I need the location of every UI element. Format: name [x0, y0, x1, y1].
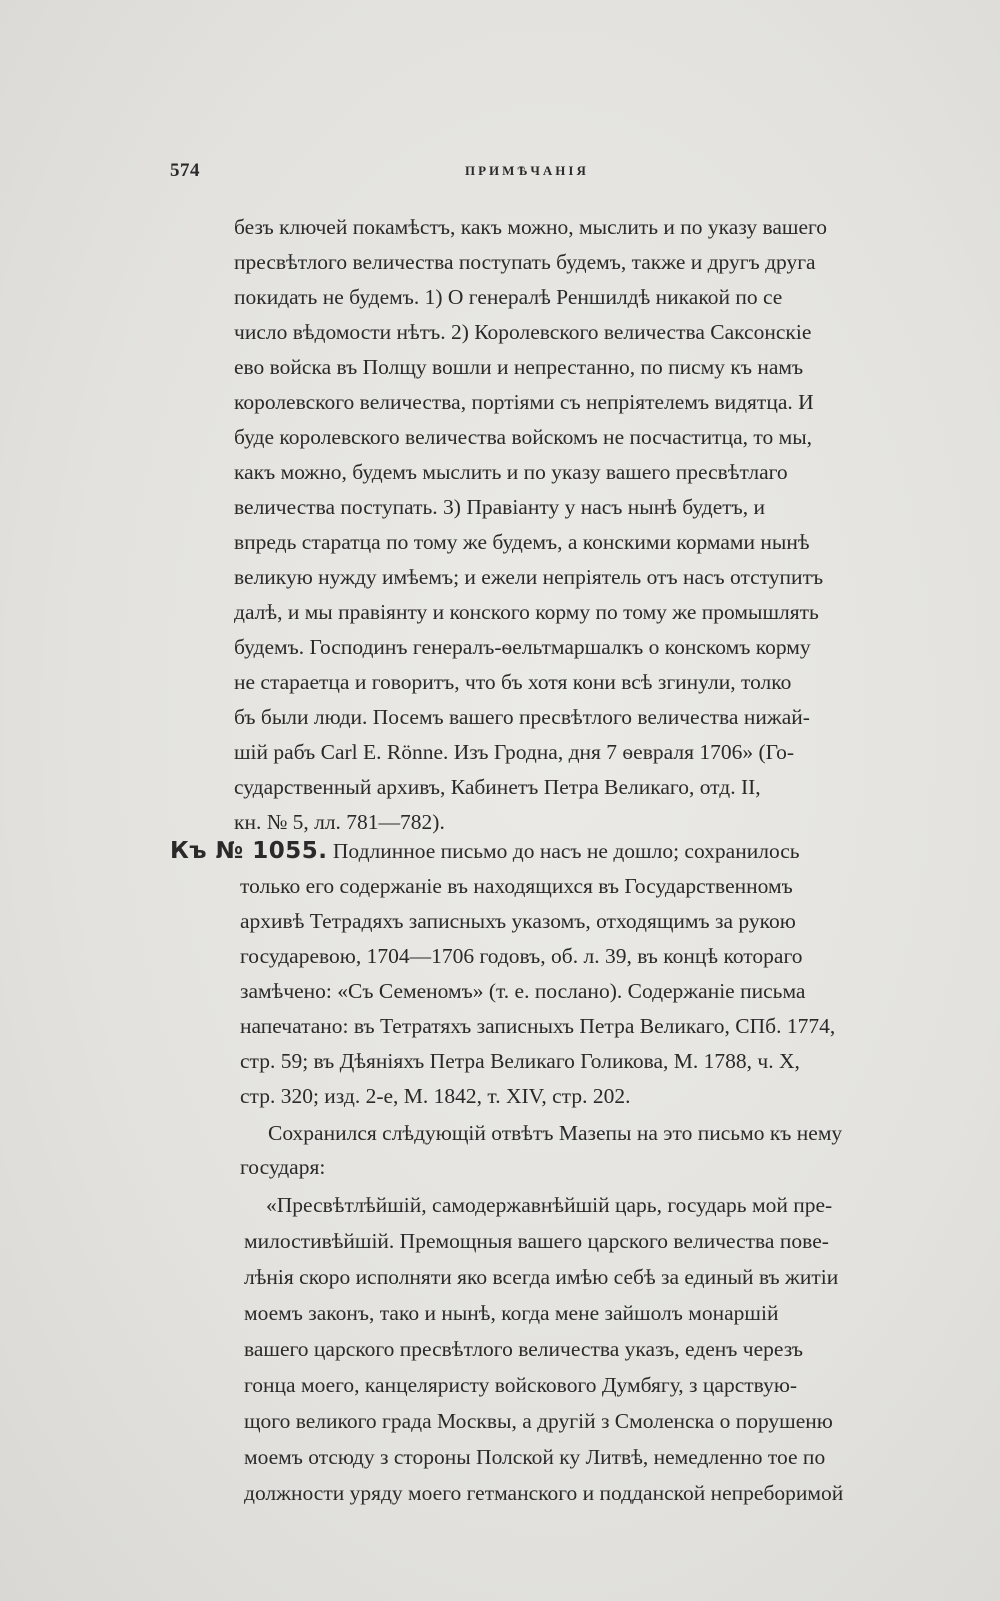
- text-line: стр. 320; изд. 2-е, М. 1842, т. XIV, стр. 202.: [240, 1084, 631, 1108]
- text-line: моемъ отсюду з стороны Полской ку Литвѣ, немедленно тое по: [244, 1445, 826, 1469]
- running-head: ПРИМѢЧАНІЯ: [465, 163, 589, 178]
- text-line: покидать не будемъ. 1) О генералѣ Реншилдѣ никакой по се: [234, 285, 783, 309]
- text-line: не стараетца и говоритъ, что бъ хотя кони всѣ згинули, толко: [234, 670, 792, 694]
- text-line: милостивѣйшій. Премощныя вашего царского величества повe-: [244, 1229, 829, 1253]
- text-line: щого великого града Москвы, а другій з Смоленска о порушеню: [244, 1409, 833, 1433]
- text-line: вашего царского пресвѣтлого величества указъ, еденъ черезъ: [244, 1337, 803, 1361]
- text-line: сударственный архивъ, Кабинетъ Петра Великаго, отд. II,: [234, 775, 761, 799]
- text-line: государя:: [240, 1155, 326, 1179]
- text-line: далѣ, и мы правіянту и конского корму по тому же промышлять: [234, 600, 819, 624]
- text-line: королевского величества, портіями съ непріятелемъ видятца. И: [234, 390, 814, 414]
- note-first-line: [170, 836, 800, 866]
- text-line: гонца моего, канцеляристу войскового Думбягу, з царствую-: [244, 1373, 798, 1397]
- text-line: напечатано: въ Тетратяхъ записныхъ Петра Великаго, СПб. 1774,: [240, 1014, 836, 1038]
- text-line: «Пресвѣтлѣйшій, самодержавнѣйшій царь, государь мой пре-: [266, 1193, 833, 1217]
- note-lead: Къ № 1055.: [170, 838, 328, 864]
- text-line: стр. 59; въ Дѣяніяхъ Петра Великаго Голикова, М. 1788, ч. X,: [240, 1049, 800, 1073]
- text-line: государевою, 1704—1706 годовъ, об. л. 39, въ концѣ котораго: [240, 944, 803, 968]
- text-line: замѣчено: «Съ Семеномъ» (т. е. послано). Содержаніе письма: [240, 979, 806, 1003]
- text-line: лѣнія скоро исполняти яко всегда имѣю себѣ за единый въ житіи: [244, 1265, 839, 1289]
- text-line: впредь старатца по тому же будемъ, а конскими кормами нынѣ: [234, 530, 810, 554]
- page-number: 574: [170, 160, 200, 181]
- text-line: буде королевского величества войскомъ не посчаститца, то мы,: [234, 425, 813, 449]
- text-line: моемъ законъ, тако и нынѣ, когда мене зайшолъ монаршій: [244, 1301, 779, 1325]
- text-line: только его содержаніе въ находящихся въ Государственномъ: [240, 874, 793, 898]
- text-line: бъ были люди. Посемъ вашего пресвѣтлого величества нижай-: [234, 705, 810, 729]
- text-line: великую нужду имѣемъ; и ежели непріятель отъ насъ отступитъ: [234, 565, 824, 589]
- note-first-line-text: Подлинное письмо до насъ не дошло; сохранилось: [332, 839, 800, 863]
- text-line: Сохранился слѣдующій отвѣтъ Мазепы на это письмо къ нему: [268, 1121, 843, 1145]
- text-line: шій рабъ Carl E. Rönne. Изъ Гродна, дня 7 ѳевраля 1706» (Го-: [234, 740, 795, 764]
- text-line: пресвѣтлого величества поступать будемъ, также и другъ друга: [234, 250, 816, 274]
- text-line: величества поступать. 3) Правіанту у насъ нынѣ будетъ, и: [234, 495, 766, 519]
- text-line: ево войска въ Полщу вошли и непрестанно, по писму къ намъ: [234, 355, 804, 379]
- text-line: какъ можно, будемъ мыслить и по указу вашего пресвѣтлаго: [234, 460, 788, 484]
- page-header: [170, 160, 830, 184]
- text-line: должности уряду моего гетманского и подданской непреборимой: [244, 1481, 844, 1505]
- text-line: будемъ. Господинъ генералъ-ѳельтмаршалкъ о конскомъ корму: [234, 635, 811, 659]
- text-line: число вѣдомости нѣтъ. 2) Королевского величества Саксонскіе: [234, 320, 812, 344]
- text-line: кн. № 5, лл. 781—782).: [234, 810, 445, 834]
- text-line: безъ ключей покамѣстъ, какъ можно, мыслить и по указу вашего: [234, 215, 828, 239]
- text-line: архивѣ Тетрадяхъ записныхъ указомъ, отходящимъ за рукою: [240, 909, 796, 933]
